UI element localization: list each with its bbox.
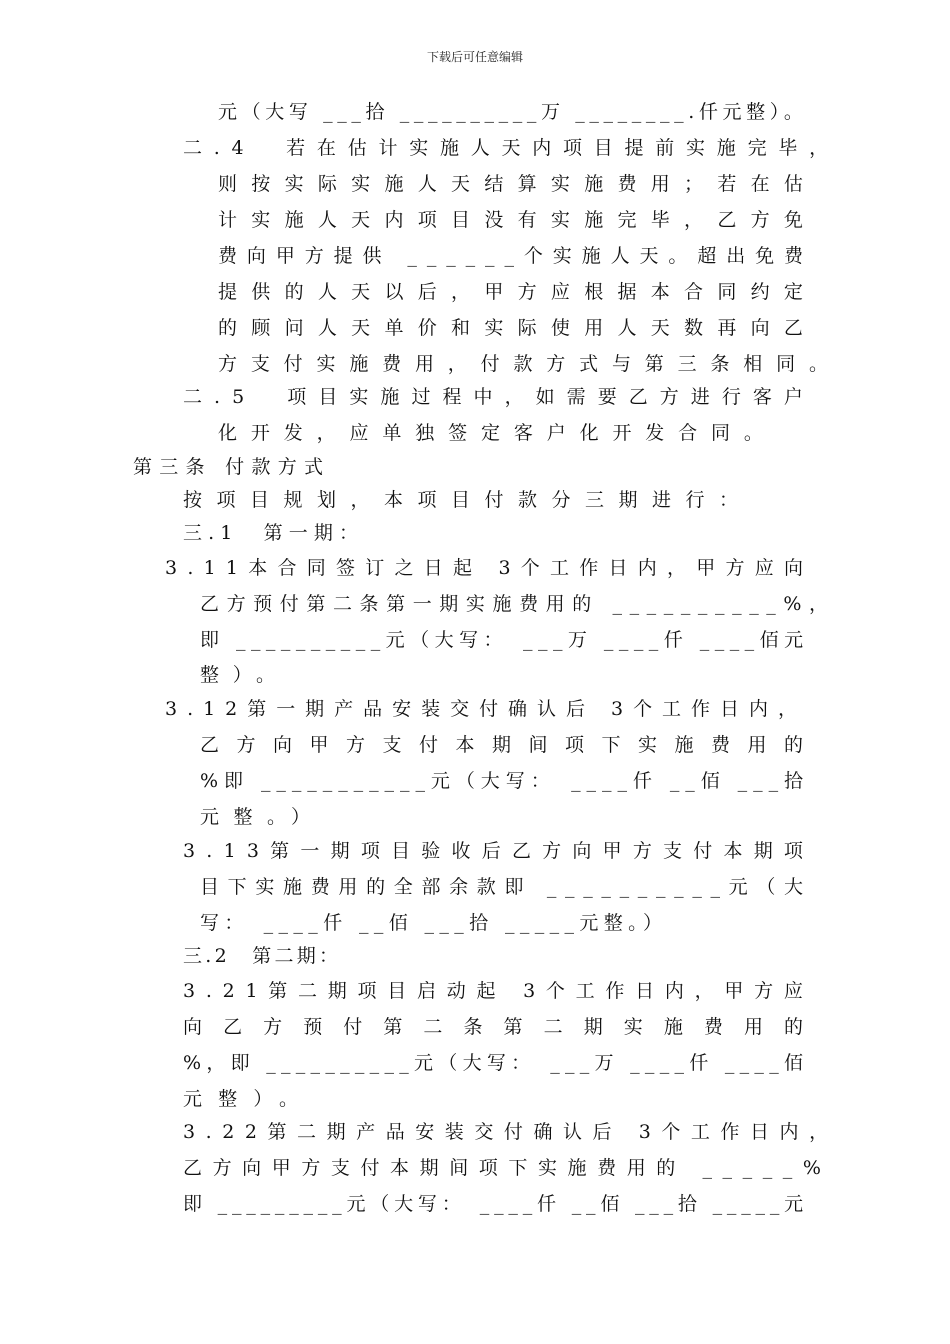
- text-line: 三.2 第二期：: [183, 945, 342, 967]
- text-line: %，即 __________元（大写： ___万 ____仟 ____佰: [183, 1052, 809, 1074]
- text-line: 即 _________元（大写： ____仟 __佰 ___拾 _____元: [183, 1193, 808, 1215]
- text-line: 3.13第一期项目验收后乙方向甲方支付本期项: [183, 840, 815, 862]
- text-line: %即 ___________元（大写： ____仟 __佰 ___拾: [200, 770, 809, 792]
- text-line: 向乙方预付第二条第二期实施费用的: [183, 1016, 825, 1038]
- text-line: 3.21第二期项目启动起 3个工作日内，甲方应: [183, 980, 814, 1002]
- text-line: 目下实施费用的全部余款即 __________元（大: [200, 876, 812, 898]
- text-line: 提供的人天以后，甲方应根据本合同约定: [218, 281, 818, 303]
- text-line: 费向甲方提供 ______个实施人天。超出免费: [218, 245, 813, 267]
- text-line: 计实施人天内项目没有实施完毕，乙方免: [218, 209, 818, 231]
- text-line: 乙方向甲方支付本期间项下实施费用的 _____%: [183, 1157, 832, 1179]
- text-line: 即 __________元（大写： ___万 ____仟 ____佰元: [200, 629, 809, 651]
- text-line: 则按实际实施人天结算实施费用；若在估: [218, 173, 818, 195]
- text-line: 3.22第二期产品安装交付确认后 3个工作日内，: [183, 1121, 839, 1143]
- text-line: 第三条 付款方式: [133, 456, 331, 478]
- text-line: 的顾问人天单价和实际使用人天数再向乙: [218, 317, 818, 339]
- text-line: 元（大写 ___拾 __________万 ________.仟元整）。: [218, 101, 808, 123]
- text-line: 乙方向甲方支付本期间项下实施费用的: [200, 734, 821, 756]
- text-line: 乙方预付第二条第一期实施费用的 __________%，: [200, 593, 836, 615]
- text-line: 二.4 若在估计实施人天内项目提前实施完毕，: [183, 137, 840, 159]
- text-line: 元整）。: [183, 1088, 315, 1110]
- text-line: 三.1 第一期：: [183, 522, 365, 544]
- page-header: 下载后可任意编辑: [426, 50, 523, 64]
- text-line: 化开发，应单独签定客户化开发合同。: [218, 422, 777, 444]
- text-line: 二.5 项目实施过程中，如需要乙方进行客户: [183, 386, 815, 408]
- text-line: 元整。）: [200, 806, 325, 828]
- text-line: 3.12第一期产品安装交付确认后 3个工作日内，: [165, 698, 807, 720]
- text-line: 方支付实施费用，付款方式与第三条相同。: [218, 353, 842, 375]
- text-line: 写： ____仟 __佰 ___拾 _____元整。）: [200, 912, 668, 934]
- text-line: 3.11本合同签订之日起 3个工作日内，甲方应向: [165, 557, 814, 579]
- text-line: 按项目规划，本项目付款分三期进行：: [183, 489, 753, 511]
- text-line: 整）。: [200, 664, 289, 686]
